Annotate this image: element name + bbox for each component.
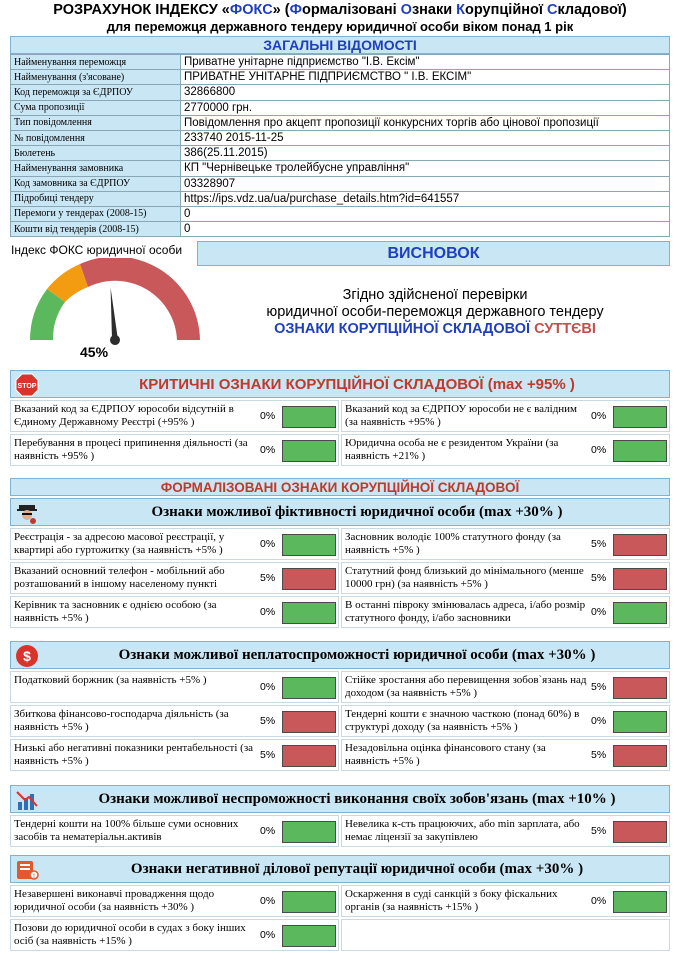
indicator-cell: [341, 528, 670, 560]
indicator-text: Юридична особа не є резидентом України (за наявність +21% ): [345, 437, 559, 462]
critical-section-header: [10, 370, 670, 398]
info-row: [11, 130, 670, 145]
conclusion-line-2: юридичної особи-переможця державного тендеру: [266, 304, 604, 320]
info-label: Тип повідомлення: [11, 115, 181, 130]
status-indicator-green: [613, 711, 667, 733]
info-row: [11, 85, 670, 100]
status-indicator-green: [613, 406, 667, 428]
info-value: Повідомлення про акцепт пропозиції конкурсних торгів або цінової пропозиції: [181, 115, 670, 130]
indicator-cell: [341, 815, 670, 847]
info-row: [11, 161, 670, 176]
indicator-percent: 5%: [260, 715, 276, 727]
info-value: Приватне унітарне підприємство "І.В. Ексім": [181, 55, 670, 70]
indicator-percent: 0%: [591, 606, 607, 618]
conclusion-line-1: Згідно здійсненої перевірки: [342, 287, 528, 303]
indicator-percent: 0%: [260, 444, 276, 456]
warning-icon: [15, 858, 39, 882]
indicator-row: [10, 434, 670, 466]
conclusion-text: [200, 287, 670, 338]
critical-section-title: КРИТИЧНІ ОЗНАКИ КОРУПЦІЙНОЇ СКЛАДОВОЇ (max +95% ): [139, 376, 575, 393]
status-indicator-green: [282, 440, 336, 462]
indicator-percent: 0%: [260, 895, 276, 907]
page-title: РОЗРАХУНОК ІНДЕКСУ «ФОКС» (Формалізовані Ознаки Корупційної Складової): [53, 2, 627, 18]
indicator-row: [10, 815, 670, 847]
empty-cell: [341, 919, 670, 951]
indicator-text: Позови до юридичної особи в судах з боку інших осіб (за наявність +15% ): [14, 922, 246, 947]
info-value: 03328907: [181, 176, 670, 191]
indicator-percent: 0%: [260, 410, 276, 422]
indicator-percent: 5%: [591, 749, 607, 761]
indicator-cell: [341, 596, 670, 628]
info-label: Сума пропозиції: [11, 100, 181, 115]
indicator-percent: 0%: [260, 825, 276, 837]
info-value: 2770000 грн.: [181, 100, 670, 115]
conclusion-heading: ВИСНОВОК: [197, 241, 670, 266]
indicator-text: Податковий боржник (за наявність +5% ): [14, 674, 207, 686]
svg-text:STOP: STOP: [17, 383, 37, 390]
indicator-cell: [10, 885, 339, 917]
indicator-row: [10, 596, 670, 628]
info-value: https://ips.vdz.ua/ua/purchase_details.htm?id=641557: [181, 191, 670, 206]
indicator-row: [10, 739, 670, 771]
indicator-text: Засновник володіє 100% статутного фонду (за наявність +5% ): [345, 531, 561, 556]
indicator-text: Збиткова фінансово-господарча діяльність (за наявність +5% ): [14, 708, 229, 733]
conclusion-line-3: ОЗНАКИ КОРУПЦІЙНОЇ СКЛАДОВОЇ СУТТЄВІ: [274, 321, 596, 337]
info-label: Підробиці тендеру: [11, 191, 181, 206]
info-row: [11, 70, 670, 85]
indicator-row: [10, 528, 670, 560]
reputation-section-header: [10, 855, 670, 883]
indicator-cell: [341, 400, 670, 432]
info-value: 386(25.11.2015): [181, 146, 670, 161]
indicator-text: В останні півроку змінювалась адреса, і/або розмір статутного фонду, і/або засновники: [345, 599, 586, 624]
indicator-percent: 5%: [260, 572, 276, 584]
indicator-text: Вказаний код за ЄДРПОУ юрособи відсутній в Єдиному Державному Реєстрі (+95% ): [14, 403, 234, 428]
fox-index-gauge: [20, 258, 210, 348]
info-value: 0: [181, 206, 670, 221]
indicator-cell: [10, 528, 339, 560]
indicator-percent: 0%: [591, 715, 607, 727]
page-subtitle: для переможця державного тендеру юридичної особи віком понад 1 рік: [106, 19, 574, 34]
status-indicator-green: [282, 602, 336, 624]
gauge-needle: [106, 287, 125, 345]
indicator-cell: [341, 739, 670, 771]
info-row: [11, 206, 670, 221]
info-label: № повідомлення: [11, 130, 181, 145]
indicator-row: [10, 919, 670, 951]
indicator-percent: 0%: [260, 681, 276, 693]
info-row: [11, 191, 670, 206]
status-indicator-green: [613, 602, 667, 624]
capacity-section-title: Ознаки можливої неспроможності виконання своїх зобов'язань (max +10% ): [98, 791, 616, 807]
indicator-text: Тендерні кошти на 100% більше суми основних засобів та нематеріальн.активів: [14, 818, 239, 843]
indicator-row: [10, 400, 670, 432]
status-indicator-red: [282, 568, 336, 590]
indicator-cell: [341, 705, 670, 737]
status-indicator-green: [613, 891, 667, 913]
indicator-cell: [10, 919, 339, 951]
gauge-title: Індекс ФОКС юридичної особи: [11, 243, 183, 257]
indicator-row: [10, 671, 670, 703]
indicator-text: Оскарження в суді санкцій з боку фіскальних органів (за наявність +15% ): [345, 888, 558, 913]
status-indicator-green: [282, 534, 336, 556]
chart-down-icon: [15, 788, 39, 812]
indicator-text: Стійке зростання або перевищення зобов`язань над доходом (за наявність +5% ): [345, 674, 587, 699]
status-indicator-red: [282, 711, 336, 733]
info-label: Код замовника за ЄДРПОУ: [11, 176, 181, 191]
info-value: КП "Чернівецьке тролейбусне управління": [181, 161, 670, 176]
indicator-percent: 0%: [260, 606, 276, 618]
info-row: [11, 222, 670, 237]
info-label: Найменування (з'ясоване): [11, 70, 181, 85]
spy-icon: [15, 501, 39, 525]
indicator-cell: [10, 596, 339, 628]
info-row: [11, 146, 670, 161]
indicator-cell: [10, 434, 339, 466]
status-indicator-red: [613, 568, 667, 590]
info-label: Найменування переможця: [11, 55, 181, 70]
info-row: [11, 100, 670, 115]
info-value: 32866800: [181, 85, 670, 100]
indicator-percent: 0%: [591, 410, 607, 422]
indicator-text: Тендерні кошти є значною часткою (понад 60%) в структурі доходу (за наявність +5% ): [345, 708, 580, 733]
indicator-row: [10, 562, 670, 594]
info-row: [11, 55, 670, 70]
indicator-text: Статутний фонд близький до мінімального (менше 10000 грн) (за наявність +5% ): [345, 565, 584, 590]
indicator-row: [10, 705, 670, 737]
info-row: [11, 115, 670, 130]
capacity-section-header: [10, 785, 670, 813]
status-indicator-green: [282, 925, 336, 947]
info-value: 233740 2015-11-25: [181, 130, 670, 145]
info-label: Бюлетень: [11, 146, 181, 161]
svg-text:$: $: [23, 648, 31, 664]
insolvency-section-title: Ознаки можливої неплатоспроможності юридичної особи (max +30% ): [118, 647, 596, 663]
fictitious-section-header: [10, 498, 670, 526]
indicator-cell: [341, 885, 670, 917]
status-indicator-green: [282, 891, 336, 913]
status-indicator-green: [282, 677, 336, 699]
stop-sign-icon: [15, 373, 39, 397]
general-info-heading: ЗАГАЛЬНІ ВІДОМОСТІ: [10, 36, 670, 54]
indicator-cell: [341, 671, 670, 703]
status-indicator-green: [613, 440, 667, 462]
gauge-value: 45%: [80, 344, 109, 360]
indicator-text: Незавершені виконавчі провадження щодо юридичної особи (за наявність +30% ): [14, 888, 215, 913]
reputation-section-title: Ознаки негативної ділової репутації юридичної особи (max +30% ): [130, 861, 584, 877]
svg-text:!: !: [33, 874, 35, 880]
formal-signs-heading: ФОРМАЛІЗОВАНІ ОЗНАКИ КОРУПЦІЙНОЇ СКЛАДОВОЇ: [10, 478, 670, 496]
general-info-table: [10, 54, 670, 237]
indicator-percent: 0%: [591, 895, 607, 907]
indicator-percent: 0%: [260, 538, 276, 550]
info-label: Кошти від тендерів (2008-15): [11, 222, 181, 237]
indicator-text: Низькі або негативні показники рентабельності (за наявність +5% ): [14, 742, 254, 767]
dollar-icon: [15, 644, 39, 668]
info-label: Найменування замовника: [11, 161, 181, 176]
indicator-percent: 5%: [591, 538, 607, 550]
insolvency-section-header: [10, 641, 670, 669]
indicator-cell: [341, 562, 670, 594]
status-indicator-red: [613, 534, 667, 556]
indicator-cell: [10, 705, 339, 737]
status-indicator-green: [282, 406, 336, 428]
indicator-percent: 5%: [591, 681, 607, 693]
indicator-row: [10, 885, 670, 917]
status-indicator-red: [613, 821, 667, 843]
status-indicator-red: [613, 745, 667, 767]
indicator-percent: 0%: [260, 929, 276, 941]
info-label: Перемоги у тендерах (2008-15): [11, 206, 181, 221]
indicator-text: Незадовільна оцінка фінансового стану (за наявність +5% ): [345, 742, 546, 767]
indicator-text: Невелика к-сть працюючих, або min зарплата, або немає ліцензії за закупівлею: [345, 818, 580, 843]
indicator-cell: [10, 671, 339, 703]
indicator-cell: [10, 400, 339, 432]
indicator-text: Реєстрація - за адресою масової реєстрації, у квартирі або гуртожитку (за наявність +5% ): [14, 531, 225, 556]
indicator-cell: [10, 562, 339, 594]
info-value: ПРИВАТНЕ УНІТАРНЕ ПІДПРИЄМСТВО " І.В. ЕКСІМ": [181, 70, 670, 85]
status-indicator-red: [613, 677, 667, 699]
info-label: Код переможця за ЄДРПОУ: [11, 85, 181, 100]
indicator-cell: [341, 434, 670, 466]
indicator-text: Перебування в процесі припинення діяльності (за наявність +95% ): [14, 437, 248, 462]
indicator-percent: 5%: [591, 572, 607, 584]
info-row: [11, 176, 670, 191]
status-indicator-green: [282, 821, 336, 843]
indicator-percent: 5%: [260, 749, 276, 761]
fictitious-section-title: Ознаки можливої фіктивності юридичної особи (max +30% ): [151, 504, 563, 520]
indicator-cell: [10, 815, 339, 847]
gauge-red-zone: [80, 258, 200, 340]
indicator-percent: 5%: [591, 825, 607, 837]
info-value: 0: [181, 222, 670, 237]
indicator-percent: 0%: [591, 444, 607, 456]
indicator-text: Керівник та засновник є однією особою (за наявність +5% ): [14, 599, 217, 624]
indicator-text: Вказаний код за ЄДРПОУ юрособи не є валідним (за наявність +95% ): [345, 403, 578, 428]
indicator-cell: [10, 739, 339, 771]
status-indicator-red: [282, 745, 336, 767]
indicator-text: Вказаний основний телефон - мобільний або розташований в іншому населеному пункті: [14, 565, 225, 590]
